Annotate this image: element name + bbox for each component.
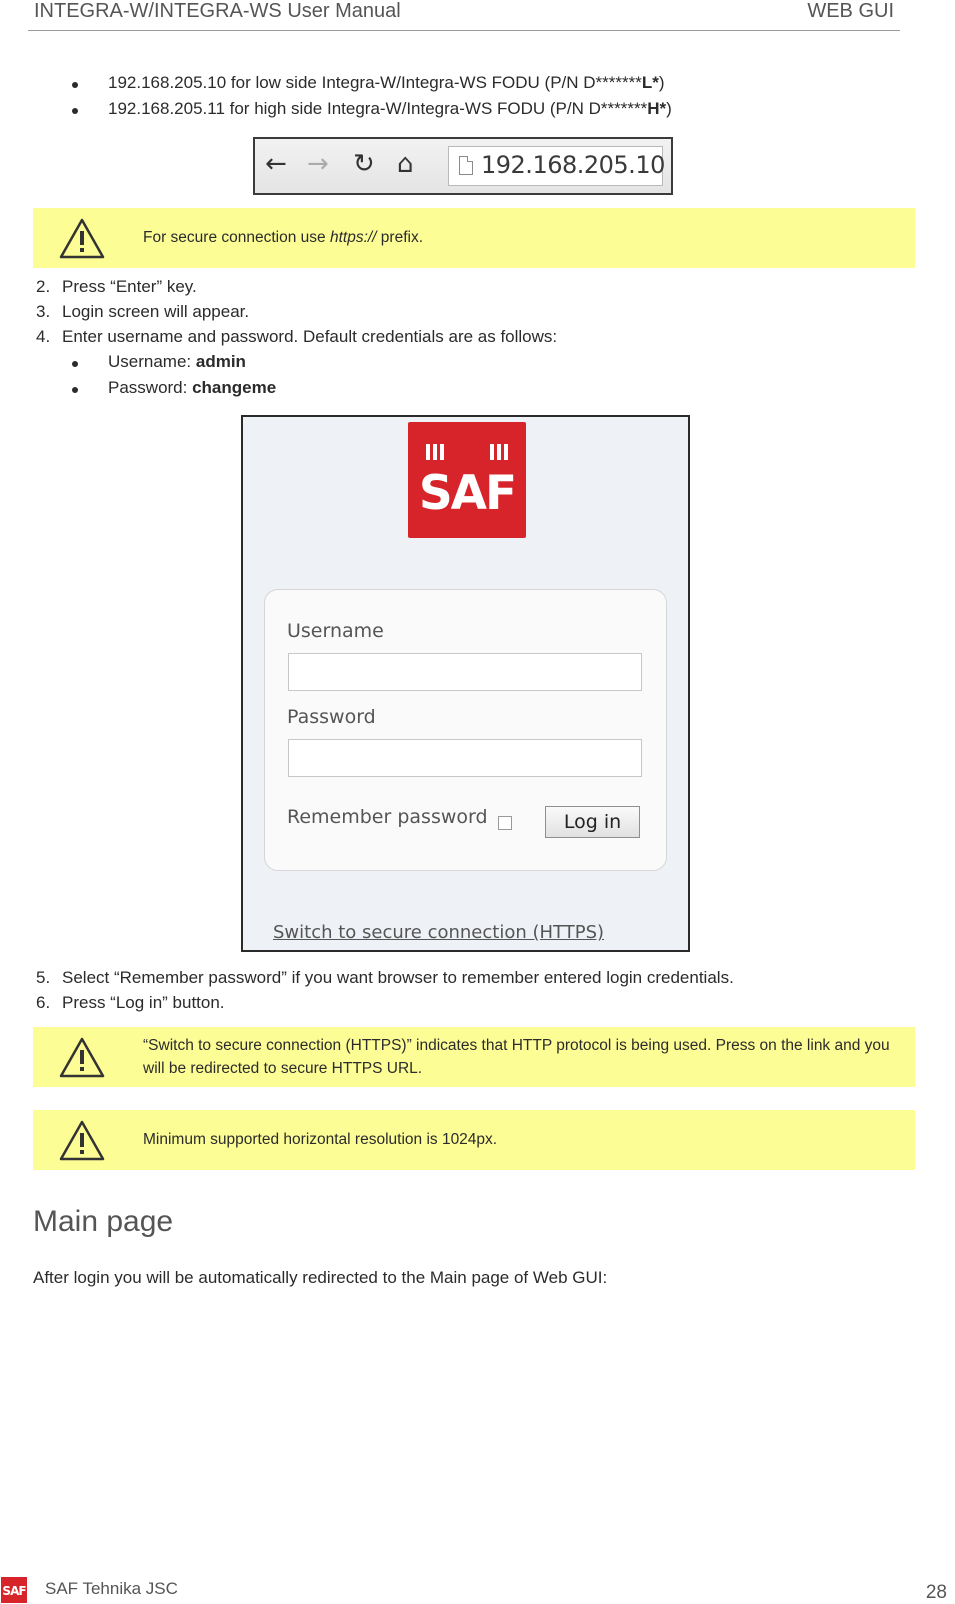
password-label: Password bbox=[287, 706, 376, 728]
login-panel bbox=[264, 589, 667, 871]
url-text: 192.168.205.10 bbox=[481, 151, 665, 179]
browser-address-bar-screenshot bbox=[253, 137, 673, 195]
logo-text: SAF bbox=[418, 466, 516, 521]
warning-icon bbox=[59, 217, 105, 259]
note-secure-connection bbox=[33, 208, 915, 268]
remember-password-label: Remember password bbox=[287, 806, 488, 828]
bullet-dot bbox=[72, 108, 78, 114]
login-screen-screenshot bbox=[241, 415, 690, 952]
switch-to-https-link[interactable]: Switch to secure connection (HTTPS) bbox=[273, 922, 605, 943]
password-input[interactable] bbox=[288, 739, 642, 777]
warning-icon bbox=[59, 1036, 105, 1078]
note-text: Minimum supported horizontal resolution is 1024px. bbox=[143, 1131, 498, 1148]
step-item: 5. Select “Remember password” if you want browser to remember entered login credentials. bbox=[36, 968, 734, 987]
bullet-dot bbox=[72, 82, 78, 88]
back-arrow-icon[interactable]: ← bbox=[265, 149, 287, 179]
note-resolution bbox=[33, 1110, 915, 1170]
ip-bullet-low: 192.168.205.10 for low side Integra-W/Integra-WS FODU (P/N D*******L*) bbox=[108, 73, 665, 92]
credential-username: Username: admin bbox=[108, 352, 246, 371]
step-item: 4. Enter username and password. Default credentials are as follows: bbox=[36, 327, 558, 346]
home-icon[interactable]: ⌂ bbox=[397, 149, 414, 179]
page-header bbox=[28, 0, 900, 31]
footer-logo-text: SAF bbox=[2, 1584, 26, 1598]
page-icon bbox=[459, 156, 473, 175]
step-item: 2. Press “Enter” key. bbox=[36, 277, 197, 296]
username-input[interactable] bbox=[288, 653, 642, 691]
bullet-dot bbox=[72, 387, 78, 393]
remember-password-checkbox[interactable] bbox=[498, 816, 512, 830]
credential-password: Password: changeme bbox=[108, 378, 277, 397]
saf-logo bbox=[408, 422, 526, 538]
url-field[interactable] bbox=[448, 146, 663, 186]
step-item: 6. Press “Log in” button. bbox=[36, 993, 225, 1012]
note-https bbox=[33, 1027, 915, 1087]
manual-title: INTEGRA-W/INTEGRA-WS User Manual bbox=[34, 0, 401, 22]
bullet-dot bbox=[72, 361, 78, 367]
section-heading: Main page bbox=[33, 1205, 174, 1238]
note-text: “Switch to secure connection (HTTPS)” indicates that HTTP protocol is being used. Press on the link and you will be redirected to secure HTTPS URL. bbox=[143, 1037, 890, 1077]
warning-icon bbox=[59, 1119, 105, 1161]
note-text: For secure connection use https:// prefix. bbox=[143, 229, 424, 246]
username-label: Username bbox=[287, 620, 384, 642]
ip-bullet-high: 192.168.205.11 for high side Integra-W/Integra-WS FODU (P/N D*******H*) bbox=[108, 99, 672, 118]
step-item: 3. Login screen will appear. bbox=[36, 302, 250, 321]
intro-paragraph: After login you will be automatically redirected to the Main page of Web GUI: bbox=[33, 1268, 608, 1287]
footer-company: SAF Tehnika JSC bbox=[45, 1579, 178, 1598]
section-label: WEB GUI bbox=[807, 0, 894, 22]
reload-icon[interactable]: ↻ bbox=[353, 149, 375, 179]
login-button[interactable]: Log in bbox=[545, 806, 640, 838]
logo-bars bbox=[426, 444, 508, 460]
forward-arrow-icon[interactable]: → bbox=[307, 149, 329, 179]
footer-saf-logo bbox=[1, 1577, 27, 1603]
page-number: 28 bbox=[925, 1582, 947, 1603]
